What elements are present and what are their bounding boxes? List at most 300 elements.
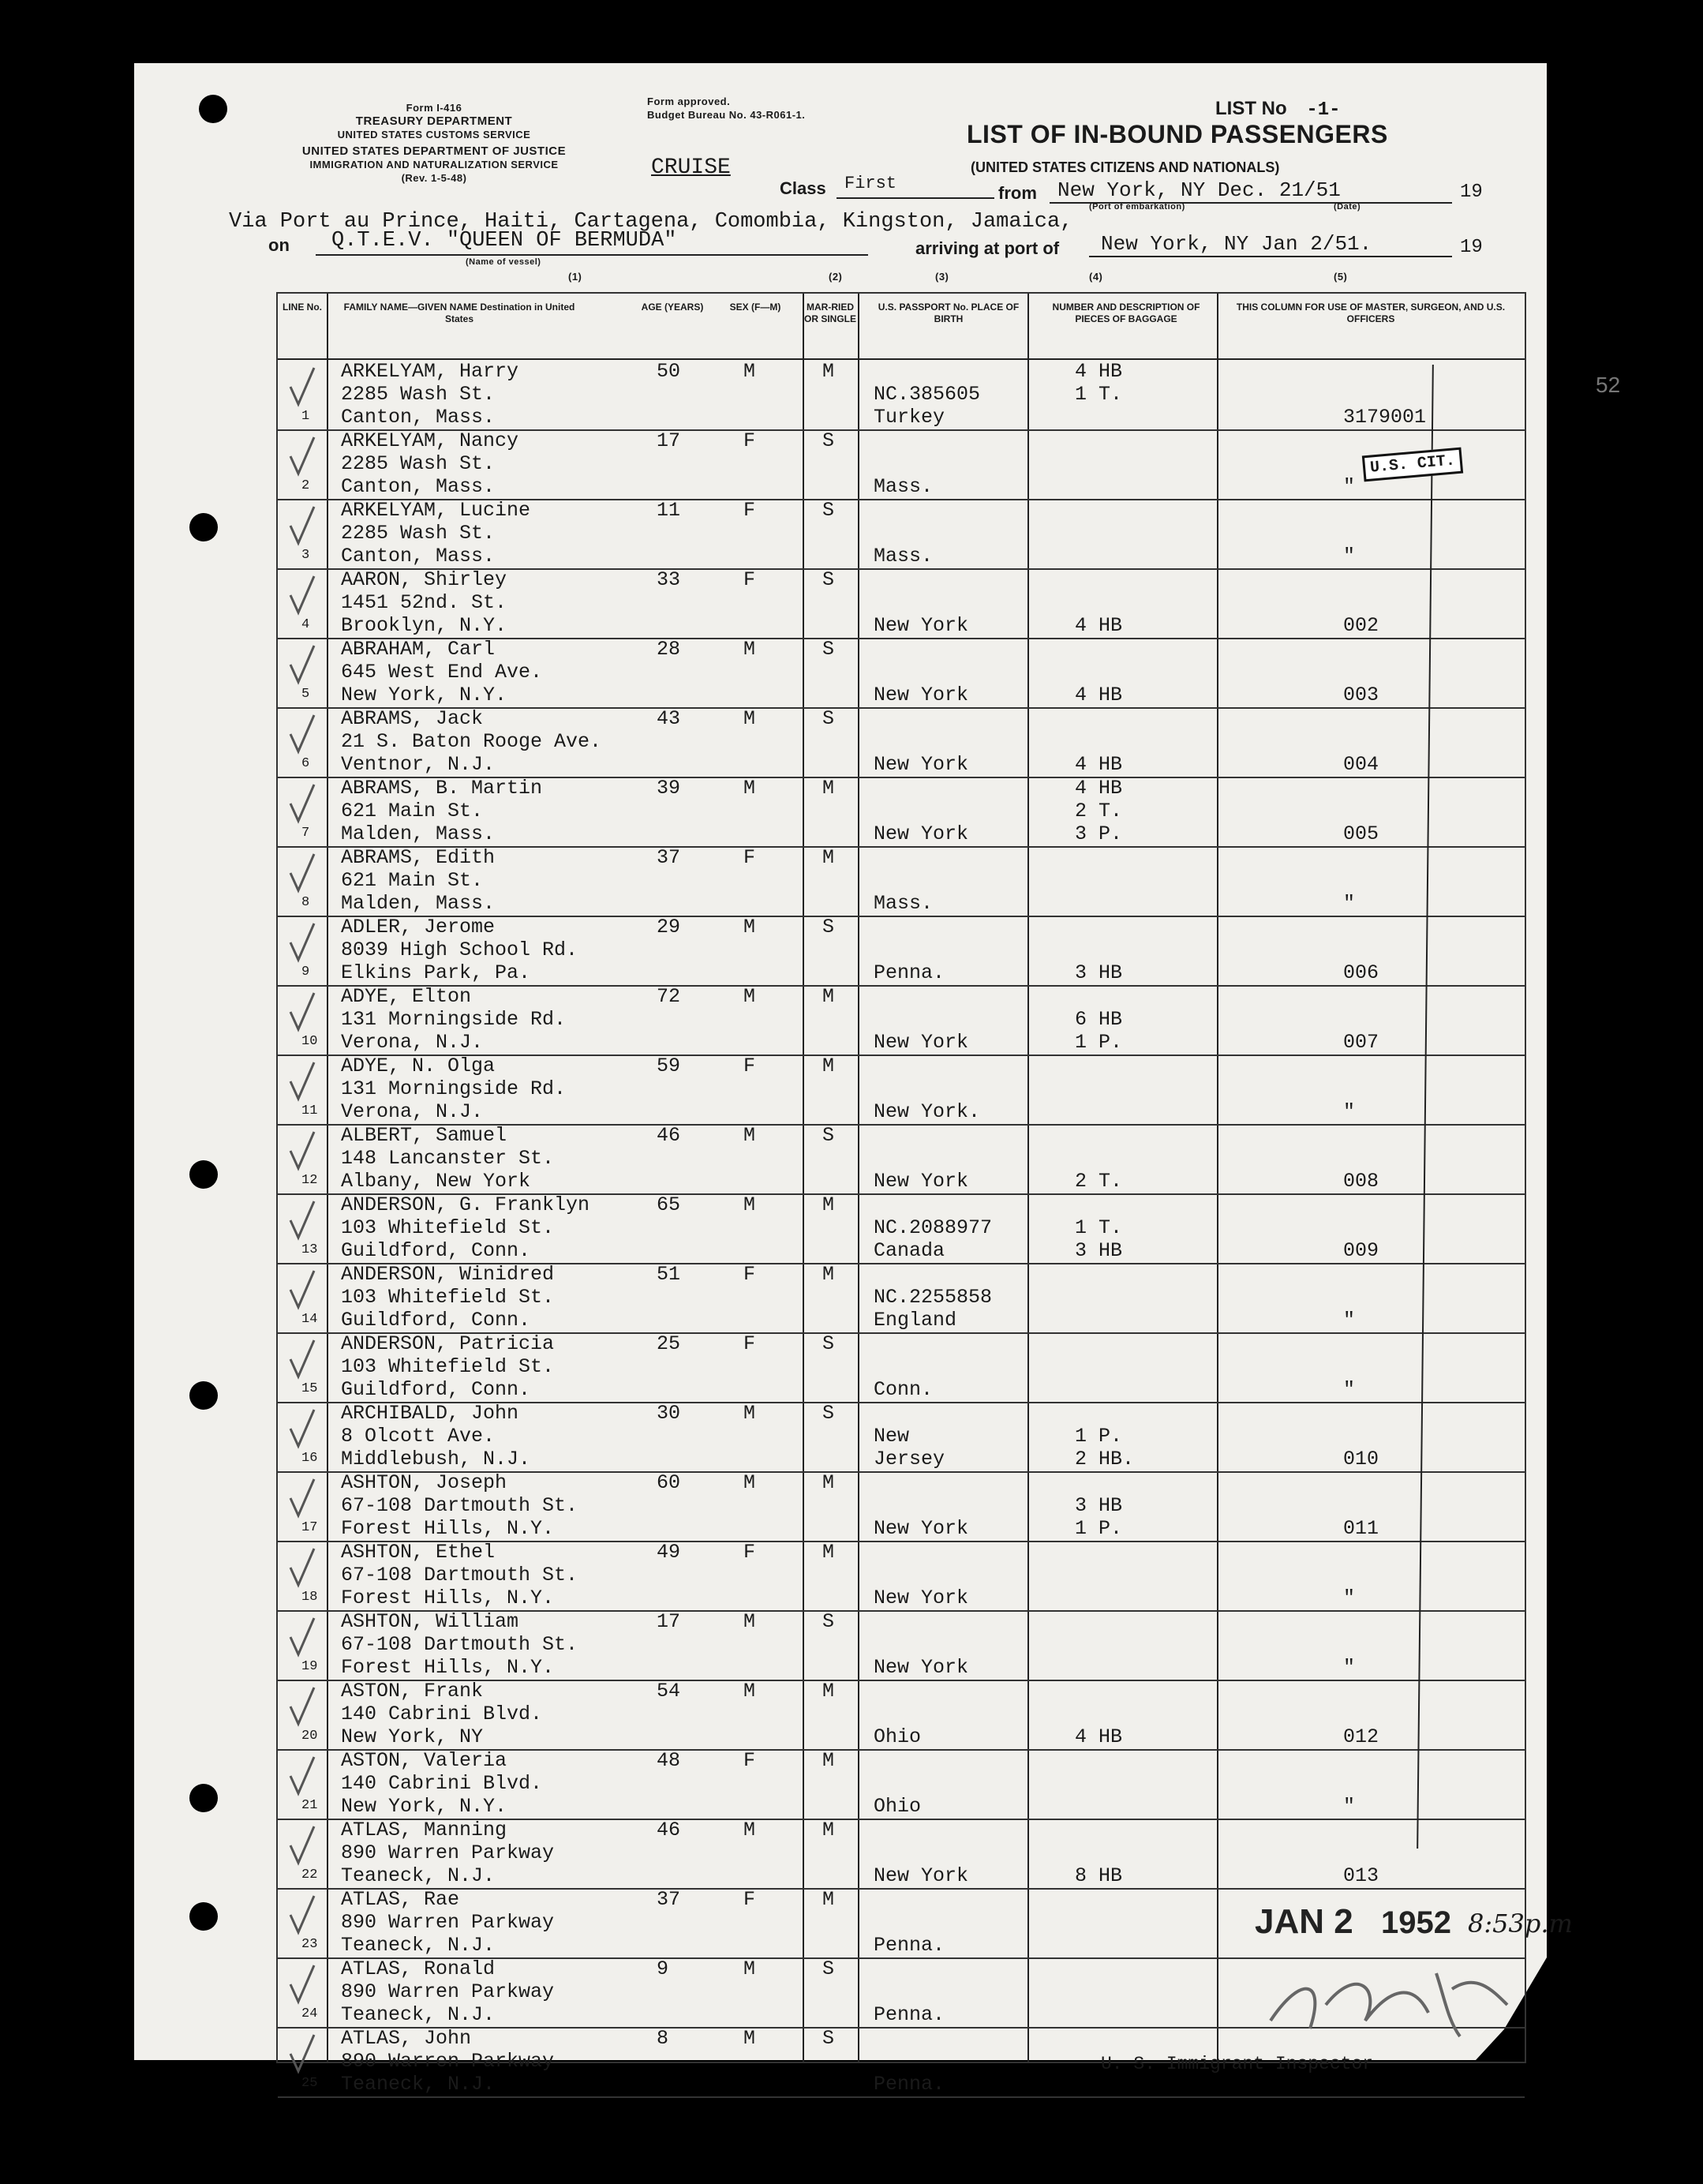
row-age: 37 xyxy=(657,1888,681,1911)
row-name: ADYE, N. Olga xyxy=(341,1055,496,1077)
row-age: 46 xyxy=(657,1819,681,1841)
row-birthplace: Penna. xyxy=(874,961,945,984)
row-address-1: 140 Cabrini Blvd. xyxy=(341,1703,543,1725)
punch-hole xyxy=(199,95,227,123)
check-mark-icon xyxy=(286,1059,317,1103)
row-name: ASHTON, Joseph xyxy=(341,1471,507,1494)
row-sex: M xyxy=(743,1402,756,1425)
table-row xyxy=(278,1263,1525,1334)
row-age: 8 xyxy=(657,2027,669,2050)
row-age: 29 xyxy=(657,916,681,938)
row-address-2: New York, N.Y. xyxy=(341,1795,507,1818)
col-header-line: LINE No. xyxy=(283,302,322,313)
row-marital-status: M xyxy=(822,360,835,383)
col-header-sex: SEX (F—M) xyxy=(729,302,781,313)
row-baggage-2: 1 T. xyxy=(1075,383,1123,406)
table-row xyxy=(278,360,1525,431)
row-birthplace: Penna. xyxy=(874,2003,945,2026)
row-baggage-3: 2 HB. xyxy=(1075,1448,1135,1470)
check-mark-icon xyxy=(286,642,317,686)
row-marital-status: M xyxy=(822,1193,835,1216)
check-mark-icon xyxy=(286,1407,317,1450)
row-officer-note: " xyxy=(1343,1309,1356,1332)
col-header-baggage: NUMBER AND DESCRIPTION OF PIECES OF BAGGAGE xyxy=(1052,302,1200,324)
row-sex: M xyxy=(743,1819,756,1841)
row-address-1: 890 Warren Parkway xyxy=(341,2050,555,2073)
row-name: ATLAS, Ronald xyxy=(341,1957,496,1980)
stamp-time: 8:53p.m xyxy=(1468,1909,1573,1939)
check-mark-icon xyxy=(286,1684,317,1728)
inspector-signature xyxy=(1255,1957,1523,2044)
table-row xyxy=(278,1610,1525,1681)
row-marital-status: S xyxy=(822,1957,835,1980)
row-address-2: Teaneck, N.J. xyxy=(341,1864,496,1887)
row-sex: M xyxy=(743,1680,756,1703)
row-officer-note: 009 xyxy=(1343,1239,1379,1262)
check-mark-icon xyxy=(286,1754,317,1797)
row-name: ARKELYAM, Harry xyxy=(341,360,519,383)
row-marital-status: S xyxy=(822,429,835,452)
row-sex: F xyxy=(743,846,756,869)
table-row xyxy=(278,1749,1525,1820)
row-sex: M xyxy=(743,2027,756,2050)
vessel-note: (Name of vessel) xyxy=(466,257,541,267)
row-birthplace: Ohio xyxy=(874,1725,922,1748)
row-name: ANDERSON, Winidred xyxy=(341,1263,555,1286)
embark-note: (Port of embarkation) xyxy=(1089,202,1185,212)
row-sex: F xyxy=(743,1888,756,1911)
row-marital-status: M xyxy=(822,1888,835,1911)
row-baggage-3: 3 HB xyxy=(1075,961,1123,984)
row-marital-status: M xyxy=(822,1819,835,1841)
row-address-1: 645 West End Ave. xyxy=(341,661,543,684)
row-baggage-3: 3 P. xyxy=(1075,822,1123,845)
arriving-value: New York, NY Jan 2/51. xyxy=(1101,232,1372,256)
row-address-1: 621 Main St. xyxy=(341,800,484,822)
manifest-page xyxy=(134,63,1621,2096)
row-baggage-3: 1 P. xyxy=(1075,1031,1123,1054)
col-num-1: (1) xyxy=(568,271,582,283)
row-address-2: Verona, N.J. xyxy=(341,1100,484,1123)
row-age: 9 xyxy=(657,1957,669,1980)
table-row xyxy=(278,1332,1525,1403)
row-address-1: 67-108 Dartmouth St. xyxy=(341,1494,578,1517)
row-birthplace: New York. xyxy=(874,1100,981,1123)
row-officer-note: 002 xyxy=(1343,614,1379,637)
row-birthplace: Ohio xyxy=(874,1795,922,1818)
row-officer-note: " xyxy=(1343,1586,1356,1609)
table-row xyxy=(278,916,1525,987)
row-line-number: 4 xyxy=(301,617,310,632)
row-age: 60 xyxy=(657,1471,681,1494)
row-sex: M xyxy=(743,916,756,938)
row-address-1: 103 Whitefield St. xyxy=(341,1286,555,1309)
row-line-number: 6 xyxy=(301,756,310,771)
row-address-2: Teaneck, N.J. xyxy=(341,2073,496,2096)
row-birthplace: New York xyxy=(874,822,969,845)
check-mark-icon xyxy=(286,1893,317,1936)
row-line-number: 14 xyxy=(301,1312,318,1327)
row-line-number: 24 xyxy=(301,2006,318,2021)
table-row xyxy=(278,1124,1525,1195)
row-officer-note: 3179001 xyxy=(1343,406,1427,429)
row-address-2: Malden, Mass. xyxy=(341,822,496,845)
row-birthplace: New York xyxy=(874,753,969,776)
page-subtitle: (UNITED STATES CITIZENS AND NATIONALS) xyxy=(971,159,1280,175)
row-officer-note: 011 xyxy=(1343,1517,1379,1540)
check-mark-icon xyxy=(286,1268,317,1311)
stamp-year: 1952 xyxy=(1381,1905,1451,1940)
col-header-name: FAMILY NAME—GIVEN NAME Destination in United States xyxy=(343,302,575,324)
row-sex: M xyxy=(743,1193,756,1216)
row-address-2: Forest Hills, N.Y. xyxy=(341,1586,555,1609)
row-sex: M xyxy=(743,985,756,1008)
check-mark-icon xyxy=(286,365,317,408)
row-baggage-2: 6 HB xyxy=(1075,1008,1123,1031)
check-mark-icon xyxy=(286,2032,317,2075)
row-name: ABRAHAM, Carl xyxy=(341,638,496,661)
punch-hole xyxy=(189,1784,218,1812)
list-no-value: -1- xyxy=(1306,99,1341,121)
row-officer-note: " xyxy=(1343,475,1356,498)
row-age: 30 xyxy=(657,1402,681,1425)
row-name: ATLAS, John xyxy=(341,2027,472,2050)
row-officer-note: 012 xyxy=(1343,1725,1379,1748)
row-marital-status: S xyxy=(822,638,835,661)
row-baggage-2: 1 P. xyxy=(1075,1425,1123,1448)
via-route: Via Port au Prince, Haiti, Cartagena, Comombia, Kingston, Jamaica, xyxy=(229,210,1073,234)
row-baggage-3: 8 HB xyxy=(1075,1864,1123,1887)
row-address-1: 148 Lancanster St. xyxy=(341,1147,555,1170)
date-note: (Date) xyxy=(1334,202,1361,212)
row-baggage-3: 4 HB xyxy=(1075,614,1123,637)
row-line-number: 1 xyxy=(301,409,310,424)
row-birthplace: New York xyxy=(874,1864,969,1887)
row-address-1: 8 Olcott Ave. xyxy=(341,1425,496,1448)
check-mark-icon xyxy=(286,1337,317,1380)
row-birthplace: New York xyxy=(874,614,969,637)
row-name: ATLAS, Manning xyxy=(341,1819,507,1841)
on-label: on xyxy=(268,235,290,255)
row-line-number: 25 xyxy=(301,2076,318,2091)
row-address-2: New York, NY xyxy=(341,1725,484,1748)
row-address-1: 103 Whitefield St. xyxy=(341,1216,555,1239)
row-age: 49 xyxy=(657,1541,681,1564)
row-line-number: 17 xyxy=(301,1520,318,1535)
row-line-number: 22 xyxy=(301,1867,318,1882)
col-num-4: (4) xyxy=(1089,271,1103,283)
row-age: 17 xyxy=(657,429,681,452)
col-header-age: AGE (YEARS) xyxy=(641,302,704,313)
row-line-number: 13 xyxy=(301,1242,318,1257)
row-birthplace: Conn. xyxy=(874,1378,934,1401)
row-marital-status: S xyxy=(822,2027,835,2050)
row-name: ABRAMS, Jack xyxy=(341,707,484,730)
row-sex: M xyxy=(743,1610,756,1633)
row-address-1: 621 Main St. xyxy=(341,869,484,892)
row-name: ADLER, Jerome xyxy=(341,916,496,938)
col-num-2: (2) xyxy=(829,271,843,283)
row-age: 11 xyxy=(657,499,681,522)
table-row xyxy=(278,707,1525,778)
row-officer-note: 008 xyxy=(1343,1170,1379,1193)
class-label: Class xyxy=(780,178,826,198)
row-age: 17 xyxy=(657,1610,681,1633)
row-age: 51 xyxy=(657,1263,681,1286)
row-line-number: 2 xyxy=(301,478,310,493)
row-sex: F xyxy=(743,1055,756,1077)
check-mark-icon xyxy=(286,781,317,825)
row-address-2: Albany, New York xyxy=(341,1170,531,1193)
check-mark-icon xyxy=(286,990,317,1033)
row-age: 25 xyxy=(657,1332,681,1355)
row-line-number: 18 xyxy=(301,1590,318,1605)
row-baggage-3: 4 HB xyxy=(1075,684,1123,706)
table-row xyxy=(278,985,1525,1056)
row-address-1: 1451 52nd. St. xyxy=(341,591,507,614)
row-marital-status: M xyxy=(822,777,835,800)
row-address-1: 131 Morningside Rd. xyxy=(341,1077,567,1100)
punch-hole xyxy=(189,1381,218,1410)
row-sex: F xyxy=(743,429,756,452)
customs-service: UNITED STATES CUSTOMS SERVICE xyxy=(337,129,531,140)
row-line-number: 15 xyxy=(301,1381,318,1396)
row-line-number: 12 xyxy=(301,1173,318,1188)
row-sex: M xyxy=(743,707,756,730)
table-row xyxy=(278,638,1525,709)
from-value: New York, NY Dec. 21/51 xyxy=(1057,178,1341,202)
row-address-2: Ventnor, N.J. xyxy=(341,753,496,776)
year-1: 19 xyxy=(1460,182,1483,203)
row-line-number: 16 xyxy=(301,1451,318,1466)
table-row xyxy=(278,1680,1525,1751)
row-address-1: 140 Cabrini Blvd. xyxy=(341,1772,543,1795)
row-age: 39 xyxy=(657,777,681,800)
row-marital-status: S xyxy=(822,916,835,938)
check-mark-icon xyxy=(286,434,317,478)
row-address-1: 21 S. Baton Rooge Ave. xyxy=(341,730,602,753)
table-row xyxy=(278,499,1525,570)
row-marital-status: S xyxy=(822,707,835,730)
row-marital-status: M xyxy=(822,1680,835,1703)
row-name: ABRAMS, Edith xyxy=(341,846,496,869)
row-address-1: 890 Warren Parkway xyxy=(341,1841,555,1864)
row-officer-note: " xyxy=(1343,545,1356,568)
row-officer-note: 007 xyxy=(1343,1031,1379,1054)
row-address-1: 890 Warren Parkway xyxy=(341,1911,555,1934)
row-address-1: 8039 High School Rd. xyxy=(341,938,578,961)
row-birthplace: New York xyxy=(874,1517,969,1540)
check-mark-icon xyxy=(286,1545,317,1589)
check-mark-icon xyxy=(286,851,317,894)
row-sex: F xyxy=(743,1749,756,1772)
row-sex: M xyxy=(743,1124,756,1147)
table-row xyxy=(278,777,1525,848)
row-address-2: Canton, Mass. xyxy=(341,545,496,568)
row-age: 28 xyxy=(657,638,681,661)
row-address-2: Malden, Mass. xyxy=(341,892,496,915)
row-sex: M xyxy=(743,360,756,383)
row-age: 72 xyxy=(657,985,681,1008)
row-age: 43 xyxy=(657,707,681,730)
row-sex: M xyxy=(743,777,756,800)
col-header-passport: U.S. PASSPORT No. PLACE OF BIRTH xyxy=(878,302,1020,324)
row-marital-status: M xyxy=(822,1471,835,1494)
check-mark-icon xyxy=(286,1823,317,1867)
col-header-married: MAR-RIED OR SINGLE xyxy=(803,302,856,324)
punch-hole xyxy=(189,513,218,541)
row-address-2: Canton, Mass. xyxy=(341,475,496,498)
table-row xyxy=(278,1055,1525,1126)
row-line-number: 5 xyxy=(301,687,310,702)
row-marital-status: M xyxy=(822,846,835,869)
row-sex: M xyxy=(743,1471,756,1494)
row-name: ANDERSON, G. Franklyn xyxy=(341,1193,590,1216)
row-address-2: Guildford, Conn. xyxy=(341,1378,531,1401)
row-age: 37 xyxy=(657,846,681,869)
row-address-1: 2285 Wash St. xyxy=(341,522,496,545)
table-row xyxy=(278,846,1525,917)
row-address-1: 2285 Wash St. xyxy=(341,452,496,475)
row-name: ABRAMS, B. Martin xyxy=(341,777,543,800)
row-line-number: 11 xyxy=(301,1103,318,1118)
year-2: 19 xyxy=(1460,237,1483,258)
row-birthplace: New York xyxy=(874,1586,969,1609)
row-name: ASTON, Frank xyxy=(341,1680,484,1703)
row-officer-note: " xyxy=(1343,1100,1356,1123)
row-sex: F xyxy=(743,1541,756,1564)
row-name: ASTON, Valeria xyxy=(341,1749,507,1772)
row-marital-status: M xyxy=(822,985,835,1008)
col-num-3: (3) xyxy=(935,271,949,283)
row-marital-status: S xyxy=(822,1332,835,1355)
row-name: ANDERSON, Patricia xyxy=(341,1332,555,1355)
row-officer-note: 004 xyxy=(1343,753,1379,776)
row-officer-note: 010 xyxy=(1343,1448,1379,1470)
punch-hole xyxy=(189,1160,218,1189)
row-marital-status: S xyxy=(822,1402,835,1425)
row-address-2: Middlebush, N.J. xyxy=(341,1448,531,1470)
table-row xyxy=(278,1819,1525,1890)
row-baggage-3: 4 HB xyxy=(1075,1725,1123,1748)
row-baggage-1: 4 HB xyxy=(1075,360,1123,383)
table-row xyxy=(278,1471,1525,1542)
revision: (Rev. 1-5-48) xyxy=(401,172,467,184)
row-age: 59 xyxy=(657,1055,681,1077)
row-birthplace: Turkey xyxy=(874,406,945,429)
check-mark-icon xyxy=(286,1198,317,1242)
row-name: ARKELYAM, Lucine xyxy=(341,499,531,522)
check-mark-icon xyxy=(286,1615,317,1658)
row-name: ADYE, Elton xyxy=(341,985,472,1008)
table-row xyxy=(278,1541,1525,1612)
row-birthplace: New York xyxy=(874,1031,969,1054)
row-address-1: 103 Whitefield St. xyxy=(341,1355,555,1378)
row-address-2: Teaneck, N.J. xyxy=(341,1934,496,1957)
row-address-2: Brooklyn, N.Y. xyxy=(341,614,507,637)
row-marital-status: S xyxy=(822,1610,835,1633)
row-address-2: Guildford, Conn. xyxy=(341,1309,531,1332)
row-line-number: 21 xyxy=(301,1798,318,1813)
row-passport: NC.2255858 xyxy=(874,1286,993,1309)
ins-service: IMMIGRATION AND NATURALIZATION SERVICE xyxy=(309,159,559,170)
row-baggage-3: 2 T. xyxy=(1075,1170,1123,1193)
row-birthplace: Jersey xyxy=(874,1448,945,1470)
row-line-number: 9 xyxy=(301,965,310,980)
row-name: ASHTON, William xyxy=(341,1610,519,1633)
row-birthplace: Mass. xyxy=(874,892,934,915)
row-age: 46 xyxy=(657,1124,681,1147)
row-officer-note: 013 xyxy=(1343,1864,1379,1887)
row-marital-status: M xyxy=(822,1263,835,1286)
row-birthplace: Penna. xyxy=(874,1934,945,1957)
form-number: Form I-416 xyxy=(406,102,462,114)
budget-bureau: Budget Bureau No. 43-R061-1. xyxy=(647,109,806,121)
row-baggage-2: 1 T. xyxy=(1075,1216,1123,1239)
row-officer-note: 006 xyxy=(1343,961,1379,984)
row-birthplace: Mass. xyxy=(874,475,934,498)
inspector-label: U. S. Immigrant Inspector xyxy=(1101,2054,1374,2074)
check-mark-icon xyxy=(286,1129,317,1172)
table-row xyxy=(278,568,1525,639)
row-marital-status: M xyxy=(822,1541,835,1564)
row-passport: New xyxy=(874,1425,910,1448)
row-birthplace: Mass. xyxy=(874,545,934,568)
arriving-label: arriving at port of xyxy=(915,238,1060,258)
punch-hole xyxy=(189,1902,218,1931)
check-mark-icon xyxy=(286,1962,317,2006)
row-line-number: 19 xyxy=(301,1659,318,1674)
list-no-label: LIST No xyxy=(1215,98,1287,119)
table-row xyxy=(278,429,1525,500)
row-line-number: 7 xyxy=(301,826,310,841)
row-address-1: 131 Morningside Rd. xyxy=(341,1008,567,1031)
row-baggage-3: 1 P. xyxy=(1075,1517,1123,1540)
table-row xyxy=(278,1193,1525,1264)
row-line-number: 20 xyxy=(301,1729,318,1744)
row-age: 54 xyxy=(657,1680,681,1703)
row-sex: F xyxy=(743,1332,756,1355)
cruise-label: CRUISE xyxy=(651,155,731,180)
row-baggage-2: 3 HB xyxy=(1075,1494,1123,1517)
row-sex: F xyxy=(743,1263,756,1286)
treasury-dept: TREASURY DEPARTMENT xyxy=(355,114,513,128)
row-name: ATLAS, Rae xyxy=(341,1888,460,1911)
row-address-2: Canton, Mass. xyxy=(341,406,496,429)
row-address-1: 67-108 Dartmouth St. xyxy=(341,1633,578,1656)
row-address-2: New York, N.Y. xyxy=(341,684,507,706)
row-name: ARCHIBALD, John xyxy=(341,1402,519,1425)
row-passport: NC.385605 xyxy=(874,383,981,406)
row-passport: NC.2088977 xyxy=(874,1216,993,1239)
form-approved: Form approved. xyxy=(647,96,731,107)
row-sex: F xyxy=(743,568,756,591)
row-sex: F xyxy=(743,499,756,522)
check-mark-icon xyxy=(286,573,317,616)
vessel-name: Q.T.E.V. "QUEEN OF BERMUDA" xyxy=(331,229,677,253)
row-name: ASHTON, Ethel xyxy=(341,1541,496,1564)
row-birthplace: Canada xyxy=(874,1239,945,1262)
row-line-number: 23 xyxy=(301,1937,318,1952)
row-name: ARKELYAM, Nancy xyxy=(341,429,519,452)
page-title: LIST OF IN-BOUND PASSENGERS xyxy=(967,120,1388,148)
row-birthplace: Penna. xyxy=(874,2073,945,2096)
table-row xyxy=(278,1402,1525,1473)
row-address-1: 67-108 Dartmouth St. xyxy=(341,1564,578,1586)
row-officer-note: " xyxy=(1343,1378,1356,1401)
row-marital-status: S xyxy=(822,568,835,591)
row-birthplace: New York xyxy=(874,1656,969,1679)
